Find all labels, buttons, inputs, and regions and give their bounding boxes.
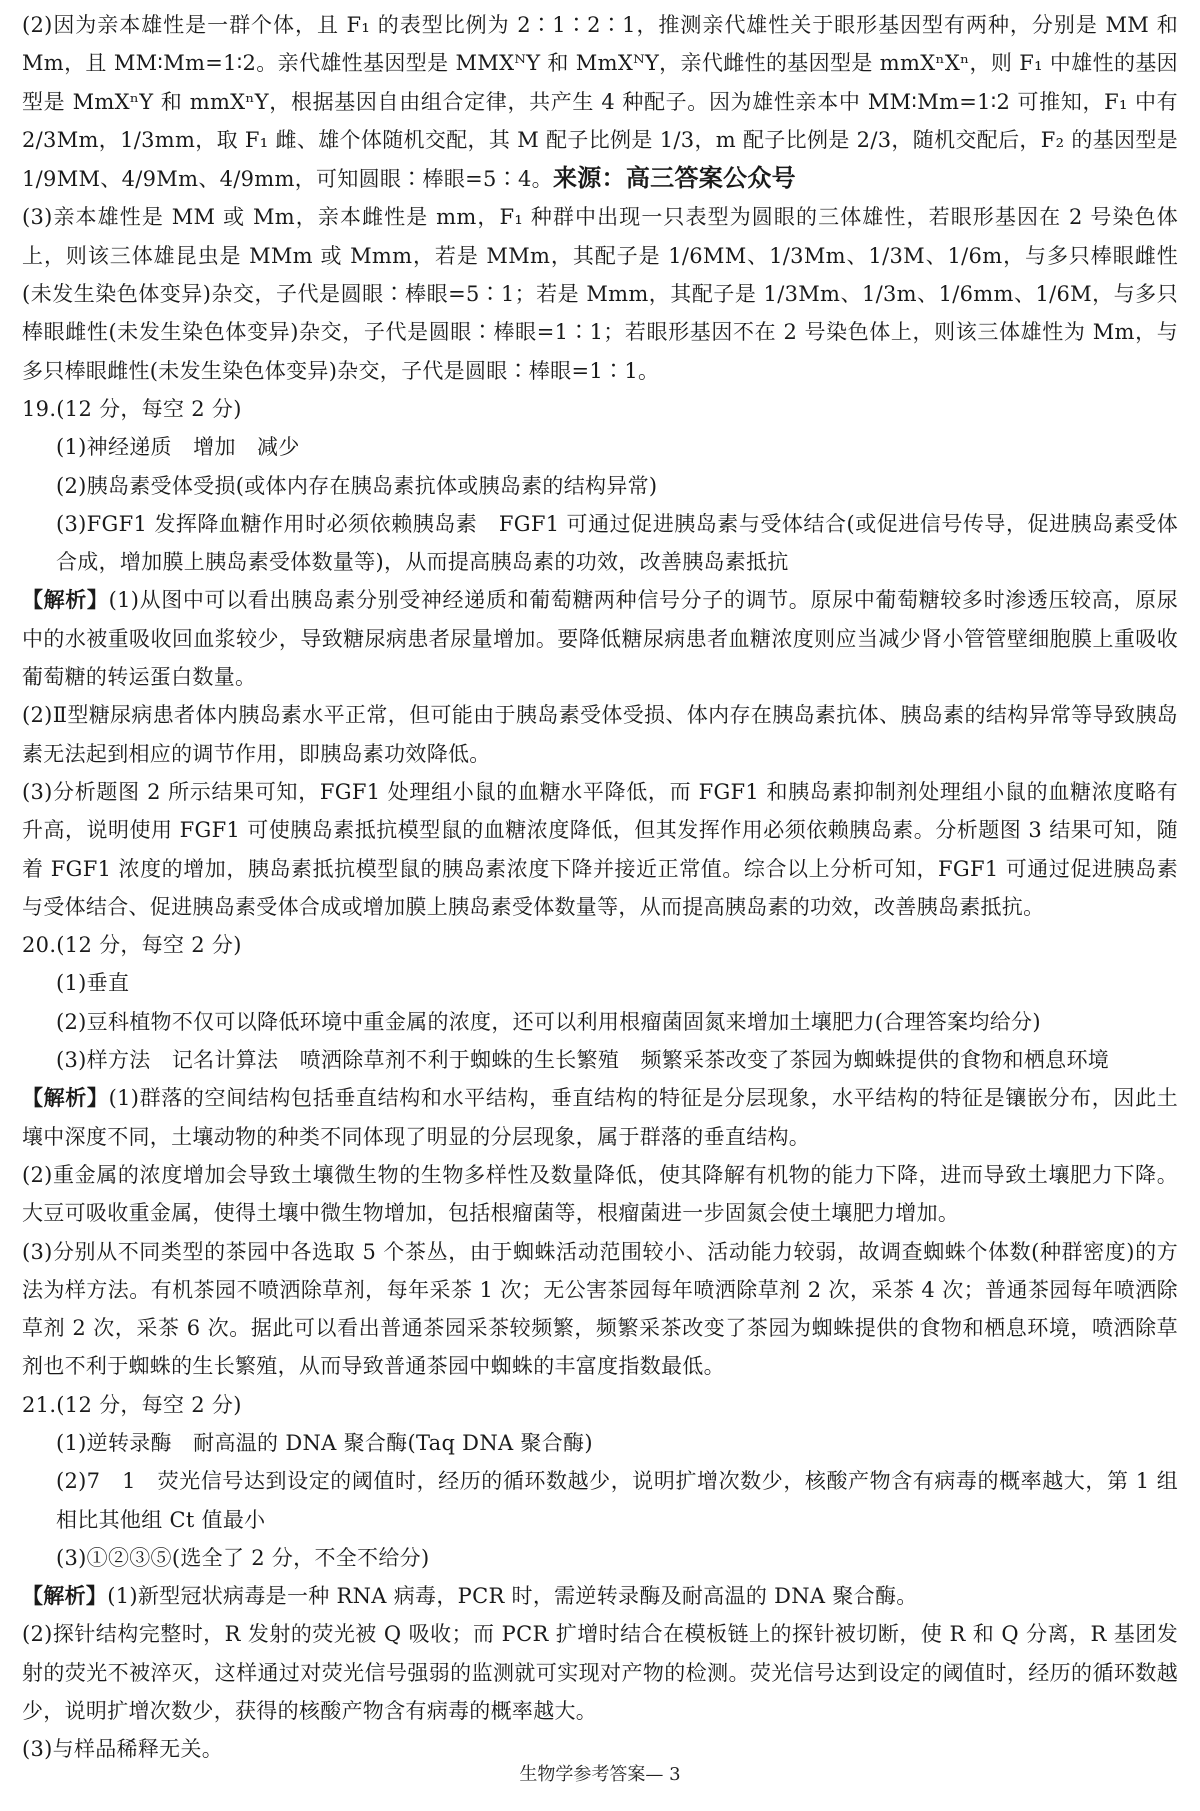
q21-analysis-3: (3)与样品稀释无关。 <box>22 1737 224 1762</box>
q21-header: 21.(12 分，每空 2 分) <box>22 1392 242 1417</box>
analysis-tag: 【解析】 <box>22 1584 108 1609</box>
q19-answer-3: (3)FGF1 发挥降血糖作用时必须依赖胰岛素 FGF1 可通过促进胰岛素与受体结合(或促进信号传导，促进胰岛素受体合成，增加膜上胰岛素受体数量等)，从而提高胰岛素的功效，改善胰岛素抵抗 <box>56 511 1178 575</box>
q19-answer-2: (2)胰岛素受体受损(或体内存在胰岛素抗体或胰岛素的结构异常) <box>56 473 658 498</box>
q18-part2-text: (2)因为亲本雄性是一群个体，且 F₁ 的表型比例为 2∶1∶2∶1，推测亲代雄性关于眼形基因型有两种，分别是 MM 和 Mm，且 MM∶Mm=1∶2。亲代雄性基因型是 MMXᴺY 和 MmXᴺY，亲代雌性的基因型是 mmXⁿXⁿ，则 F₁ 中雄性的基因型是 MmXⁿY 和 mmXⁿY，根据基因自由组合定律，共产生 4 种配子。因为雄性亲本中 MM∶Mm=1∶2 可推知，F₁ 中有 2/3Mm，1/3mm，取 F₁ 雌、雄个体随机交配，其 M 配子比例是 1/3，m 配子比例是 2/3，随机交配后，F₂ 的基因型是 1/9MM、4/9Mm、4/9mm，可知圆眼∶棒眼=5∶4。 <box>22 13 1178 192</box>
q21-analysis-1 <box>22 1577 1178 1615</box>
source-note: 来源：高三答案公众号 <box>552 164 796 193</box>
q19-analysis-3: (3)分析题图 2 所示结果可知，FGF1 处理组小鼠的血糖水平降低，而 FGF1 和胰岛素抑制剂处理组小鼠的血糖浓度略有升高，说明使用 FGF1 可使胰岛素抵抗模型鼠的血糖浓度降低，但其发挥作用必须依赖胰岛素。分析题图 3 结果可知，随着 FGF1 浓度的增加，胰岛素抵抗模型鼠的胰岛素浓度下降并接近正常值。综合以上分析可知，FGF1 可通过促进胰岛素与受体结合、促进胰岛素受体合成或增加膜上胰岛素受体数量等，从而提高胰岛素的功效，改善胰岛素抵抗。 <box>22 779 1178 919</box>
q20-analysis-1-text: (1)群落的空间结构包括垂直结构和水平结构，垂直结构的特征是分层现象，水平结构的特征是镶嵌分布，因此土壤中深度不同，土壤动物的种类不同体现了明显的分层现象，属于群落的垂直结构。 <box>22 1086 1179 1149</box>
q21-analysis-1-text: (1)新型冠状病毒是一种 RNA 病毒，PCR 时，需逆转录酶及耐高温的 DNA 聚合酶。 <box>107 1584 918 1609</box>
q19-analysis-1 <box>22 581 1178 696</box>
q19-analysis-2: (2)Ⅱ型糖尿病患者体内胰岛素水平正常，但可能由于胰岛素受体受损、体内存在胰岛素抗体、胰岛素的结构异常等导致胰岛素无法起到相应的调节作用，即胰岛素功效降低。 <box>22 703 1178 766</box>
q20-analysis-2: (2)重金属的浓度增加会导致土壤微生物的生物多样性及数量降低，使其降解有机物的能力下降，进而导致土壤肥力下降。大豆可吸收重金属，使得土壤中微生物增加，包括根瘤菌等，根瘤菌进一步固氮会使土壤肥力增加。 <box>22 1162 1178 1226</box>
q21-answer-2: (2)7 1 荧光信号达到设定的阈值时，经历的循环数越少，说明扩增次数少，核酸产物含有病毒的概率越大，第 1 组相比其他组 Ct 值最小 <box>56 1469 1178 1532</box>
q21-answer-1: (1)逆转录酶 耐高温的 DNA 聚合酶(Taq DNA 聚合酶) <box>56 1430 593 1455</box>
q19-analysis-1-text: (1)从图中可以看出胰岛素分别受神经递质和葡萄糖两种信号分子的调节。原尿中葡萄糖较多时渗透压较高，原尿中的水被重吸收回血浆较少，导致糖尿病患者尿量增加。要降低糖尿病患者血糖浓度则应当减少肾小管管壁细胞膜上重吸收葡萄糖的转运蛋白数量。 <box>22 588 1179 690</box>
analysis-tag: 【解析】 <box>22 588 109 613</box>
q18-part3-paragraph: (3)亲本雄性是 MM 或 Mm，亲本雌性是 mm，F₁ 种群中出现一只表型为圆眼的三体雄性，若眼形基因在 2 号染色体上，则该三体雄昆虫是 MMm 或 Mmm，若是 MMm，其配子是 1/6MM、1/3Mm、1/3M、1/6m，与多只棒眼雌性(未发生染色体变异)杂交，子代是圆眼∶棒眼=5∶1；若是 Mmm，其配子是 1/3Mm、1/3m、1/6mm、1/6M，与多只棒眼雌性(未发生染色体变异)杂交，子代是圆眼∶棒眼=1∶1；若眼形基因不在 2 号染色体上，则该三体雄性为 Mm，与多只棒眼雌性(未发生染色体变异)杂交，子代是圆眼∶棒眼=1∶1。 <box>22 205 1178 383</box>
q21-analysis-2: (2)探针结构完整时，R 发射的荧光被 Q 吸收；而 PCR 扩增时结合在模板链上的探针被切断，使 R 和 Q 分离，R 基团发射的荧光不被淬灭，这样通过对荧光信号强弱的监测就可实现对产物的检测。荧光信号达到设定的阈值时，经历的循环数越少，说明扩增次数少，获得的核酸产物含有病毒的概率越大。 <box>22 1622 1178 1724</box>
q20-answer-1: (1)垂直 <box>56 971 130 996</box>
q20-answer-2: (2)豆科植物不仅可以降低环境中重金属的浓度，还可以利用根瘤菌固氮来增加土壤肥力(合理答案均给分) <box>56 1009 1041 1034</box>
q19-header: 19.(12 分，每空 2 分) <box>22 396 242 421</box>
q20-analysis-3: (3)分别从不同类型的茶园中各选取 5 个茶丛，由于蜘蛛活动范围较小、活动能力较弱，故调查蜘蛛个体数(种群密度)的方法为样方法。有机茶园不喷洒除草剂，每年采茶 1 次；无公害茶园每年喷洒除草剂 2 次，采茶 4 次；普通茶园每年喷洒除草剂 2 次，采茶 6 次。据此可以看出普通茶园采茶较频繁，频繁采茶改变了茶园为蜘蛛提供的食物和栖息环境，喷洒除草剂也不利于蜘蛛的生长繁殖，从而导致普通茶园中蜘蛛的丰富度指数最低。 <box>22 1239 1178 1379</box>
q19-answer-1: (1)神经递质 增加 减少 <box>56 435 300 460</box>
page-content <box>22 6 1178 1769</box>
q18-part2-paragraph <box>22 6 1178 198</box>
page-footer: 生物学参考答案— 3 <box>519 1764 681 1785</box>
q20-header: 20.(12 分，每空 2 分) <box>22 933 242 958</box>
q21-answer-3: (3)①②③⑤(选全了 2 分，不全不给分) <box>56 1545 430 1570</box>
q20-answer-3: (3)样方法 记名计算法 喷洒除草剂不利于蜘蛛的生长繁殖 频繁采茶改变了茶园为蜘蛛提供的食物和栖息环境 <box>56 1048 1110 1073</box>
q20-analysis-1 <box>22 1079 1178 1156</box>
analysis-tag: 【解析】 <box>22 1086 109 1111</box>
